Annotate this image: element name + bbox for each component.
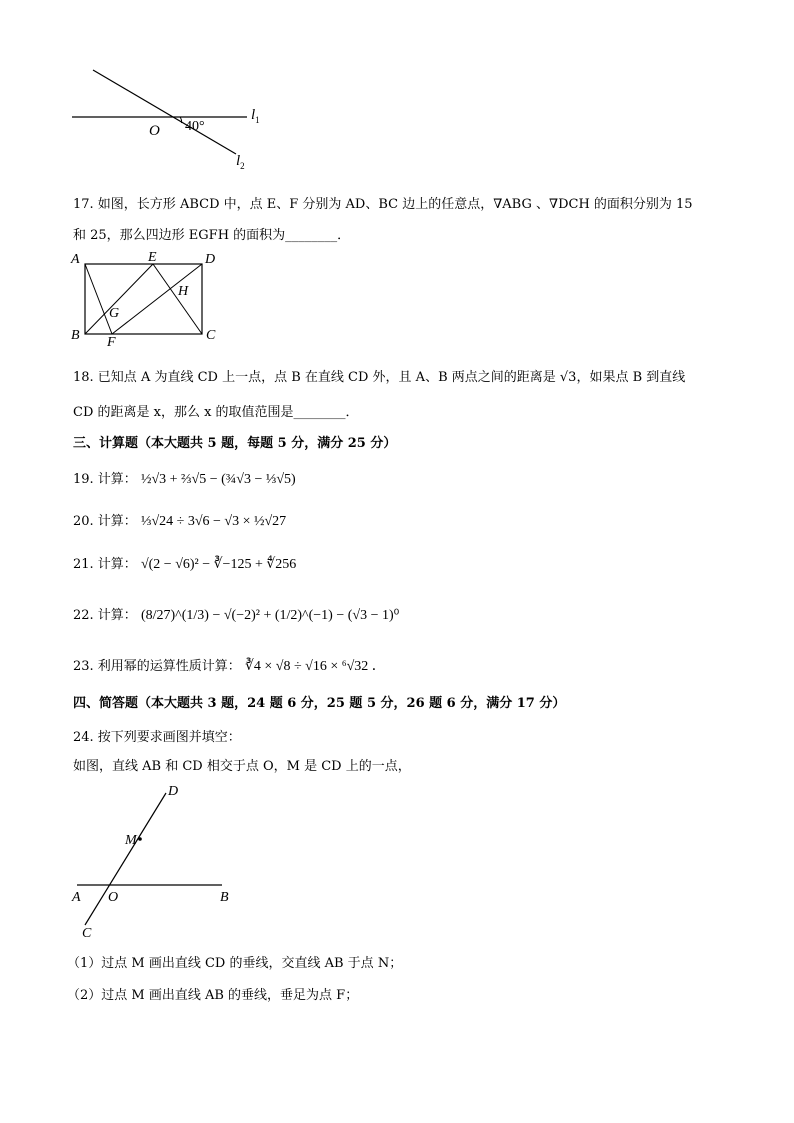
- label-A: A: [71, 252, 80, 267]
- q21-prefix: 21. 计算：: [73, 557, 137, 572]
- label-M: M: [125, 833, 137, 848]
- segment-EC: [153, 264, 202, 334]
- q24-title: 24. 按下列要求画图并填空：: [73, 730, 241, 745]
- segment-FD: [112, 264, 202, 334]
- label-C: C: [82, 926, 92, 941]
- q18-line1: 18. 已知点 A 为直线 CD 上一点，点 B 在直线 CD 外，且 A、B 两点之间的距离是 √3，如果点 B 到直线: [73, 370, 686, 385]
- q22: [73, 604, 399, 624]
- label-B: B: [220, 890, 229, 905]
- label-O: O: [108, 890, 119, 905]
- figure-intersecting-lines: [65, 777, 245, 942]
- figure-rectangle-abcd: [65, 247, 235, 347]
- label-E: E: [148, 250, 157, 265]
- label-F: F: [107, 335, 116, 347]
- l2-label: $l_2$: [236, 153, 245, 171]
- angle-label: 40°: [185, 119, 205, 134]
- q22-prefix: 22. 计算：: [73, 608, 137, 623]
- label-G: G: [109, 306, 120, 321]
- label-D: D: [205, 252, 216, 267]
- q20: [73, 510, 286, 530]
- figure-angle-40: [60, 60, 290, 180]
- q24-part1: （1）过点 M 画出直线 CD 的垂线，交直线 AB 于点 N；: [67, 956, 403, 971]
- q23-prefix: 23. 利用幂的运算性质计算：: [73, 659, 241, 674]
- segment-AF: [85, 264, 112, 334]
- line-CD: [85, 793, 166, 925]
- l1-label: $l_1$: [251, 107, 260, 125]
- section-4-heading: 四、简答题（本大题共 3 题，24 题 6 分，25 题 5 分，26 题 6 分，满分 17 分）: [73, 696, 566, 711]
- q22-expression: (8/27)^(1/3) − √(−2)² + (1/2)^(−1) − (√3 − 1)⁰: [140, 608, 400, 623]
- line-l2: [93, 70, 236, 154]
- q19: [73, 468, 296, 488]
- section-3-heading: 三、计算题（本大题共 5 题，每题 5 分，满分 25 分）: [73, 436, 397, 451]
- point-O-label: O: [149, 123, 160, 139]
- rectangle: [85, 264, 202, 334]
- q17-line2: 和 25，那么四边形 EGFH 的面积为________．: [73, 228, 351, 243]
- label-A: A: [72, 890, 81, 905]
- label-B: B: [71, 328, 80, 343]
- q19-expression: ½√3 + ⅔√5 − (¾√3 − ⅓√5): [140, 472, 296, 487]
- q19-prefix: 19. 计算：: [73, 472, 137, 487]
- label-C: C: [206, 328, 216, 343]
- q18-line2: CD 的距离是 x，那么 x 的取值范围是________．: [73, 405, 359, 420]
- q23-expression: ∛4 × √8 ÷ √16 × ⁶√32 ．: [244, 659, 386, 674]
- q24-part2: （2）过点 M 画出直线 AB 的垂线，垂足为点 F；: [67, 988, 359, 1003]
- segment-BE: [85, 264, 153, 334]
- label-H: H: [178, 284, 189, 299]
- q20-prefix: 20. 计算：: [73, 514, 137, 529]
- q24-intro: 如图，直线 AB 和 CD 相交于点 O，M 是 CD 上的一点，: [73, 759, 411, 774]
- q21: [73, 553, 296, 573]
- q20-expression: ⅓√24 ÷ 3√6 − √3 × ½√27: [140, 514, 287, 529]
- q21-expression: √(2 − √6)² − ∛−125 + ∜256: [140, 557, 297, 572]
- q17-line1: 17. 如图，长方形 ABCD 中，点 E、F 分别为 AD、BC 边上的任意点，∇ABG 、∇DCH 的面积分别为 15: [73, 197, 693, 212]
- label-D: D: [168, 784, 179, 799]
- point-M: [138, 837, 142, 841]
- q23: [73, 655, 386, 675]
